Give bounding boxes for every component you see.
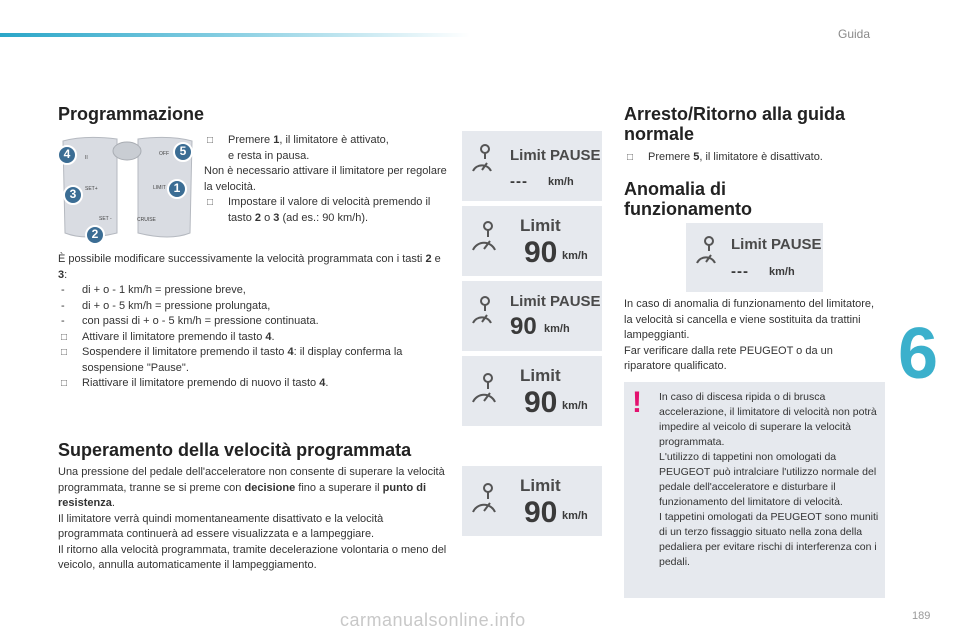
bullet-icon: □ — [61, 378, 68, 389]
bullet-icon: □ — [207, 197, 214, 208]
button-3-label: 3 — [69, 187, 77, 201]
dash-item-1: - di + o - 1 km/h = pressione breve, — [61, 284, 246, 296]
warning-text — [659, 390, 881, 570]
display-value: 90 — [524, 236, 558, 269]
bullet-icon: □ — [61, 331, 68, 343]
wheel-label-off: OFF — [159, 151, 169, 157]
anomalia-p1: In caso di anomalia di funzionamento del limitatore, la velocità si cancella e viene sostituita da trattini lampeggianti. — [624, 298, 875, 341]
display-title: Limit — [520, 366, 561, 385]
anomalia-text — [624, 297, 882, 375]
superamento-p3: Il ritorno alla velocità programmata, tramite decelerazione volontaria o meno del veicolo, annulla automaticamente il lampeggiamento. — [58, 543, 447, 571]
bullet-icon: □ — [627, 152, 634, 163]
warning-p1: In caso di discesa ripida o di brusca accelerazione, il limitatore di velocità non potrà impedire al veicolo di superare la velocità programmata. — [659, 391, 877, 448]
step-1: □ Premere 1, il limitatore è attivato, e resta in pausa. — [207, 134, 389, 162]
display-value: 90 — [524, 386, 558, 419]
wheel-label-limit: LIMIT — [153, 185, 166, 191]
watermark: carmanualsonline.info — [340, 610, 526, 630]
speedometer-icon — [471, 220, 497, 252]
bullet-suspend: □ Sospendere il limitatore premendo il tasto 4: il display conferma la sospensione "Pause". — [61, 346, 403, 374]
superamento-text — [58, 465, 448, 574]
wheel-label-cruise: CRUISE — [137, 217, 156, 223]
bullet-icon: □ — [207, 135, 214, 146]
speedometer-icon — [471, 482, 497, 514]
speedometer-icon — [471, 295, 493, 325]
anomalia-title: Anomalia di funzionamento — [624, 179, 752, 219]
warning-p3: I tappetini omologati da PEUGEOT sono muniti di un terzo fissaggio situato nella zona della pedaliera per evitare rischi di interferenza con i pedali. — [659, 511, 879, 568]
bullet-reactivate: □ Riattivare il limitatore premendo di nuovo il tasto 4. — [58, 376, 448, 392]
page-number: 189 — [912, 610, 931, 622]
chapter-number: 6 — [898, 314, 939, 394]
display-title: Limit — [520, 476, 561, 495]
anomalia-p2: Far verificare dalla rete PEUGEOT o da un riparatore qualificato. — [624, 344, 833, 372]
display-panel-1 — [462, 131, 602, 201]
display-unit: km/h — [562, 250, 588, 262]
superamento-p2: Il limitatore verrà quindi momentaneamente disattivato e la velocità programmata continuerà ad essere visualizzata e a lampeggiare. — [58, 512, 384, 540]
wheel-label-set-plus: SET+ — [85, 186, 98, 192]
modify-paragraph: È possibile modificare successivamente la velocità programmata con i tasti 2 e 3: — [58, 253, 441, 281]
arresto-step: □ Premere 5, il limitatore è disattivato. — [624, 150, 884, 166]
programmazione-title: Programmazione — [58, 104, 205, 124]
dash-item-2: - di + o - 5 km/h = pressione prolungata, — [61, 299, 271, 312]
display-unit: km/h — [562, 510, 588, 522]
warning-box — [624, 382, 885, 598]
bullet-activate: □ Attivare il limitatore premendo il tasto 4. — [58, 330, 448, 346]
superamento-title: Superamento della velocità programmata — [58, 440, 412, 460]
display-panel-4 — [462, 356, 602, 426]
steering-wheel-illustration — [55, 133, 200, 245]
step-2: □ Impostare il valore di velocità premendo il tasto 2 o 3 (ad es.: 90 km/h). — [207, 196, 431, 224]
warning-icon: ! — [632, 386, 642, 419]
display-unit: km/h — [544, 323, 570, 335]
display-title: Limit — [520, 216, 561, 235]
button-2-label: 2 — [91, 227, 99, 241]
button-5-label: 5 — [179, 144, 187, 158]
arresto-title: Arresto/Ritorno alla guida normale — [624, 104, 846, 144]
arresto-steps — [624, 150, 884, 166]
display-panel-6 — [686, 223, 823, 292]
button-1-label: 1 — [173, 181, 181, 195]
header-accent-bar — [0, 33, 470, 37]
wheel-label-set-minus: SET - — [99, 216, 112, 222]
display-value: 90 — [524, 496, 558, 529]
display-unit: km/h — [548, 176, 574, 188]
programmazione-details — [58, 252, 448, 392]
display-panel-2 — [462, 206, 602, 276]
display-value: --- — [731, 263, 749, 280]
display-title: Limit PAUSE — [731, 236, 822, 253]
superamento-p1: Una pressione del pedale dell'acceleratore non consente di superare la velocità programmata, tranne se si preme con decisione fino a superare il punto di resistenza. — [58, 466, 445, 509]
display-unit: km/h — [769, 266, 795, 278]
display-panel-3 — [462, 281, 602, 351]
display-title: Limit PAUSE — [510, 147, 601, 164]
display-panel-5 — [462, 466, 602, 536]
display-value: 90 — [510, 313, 537, 340]
display-title: Limit PAUSE — [510, 293, 601, 310]
programmazione-steps — [204, 133, 454, 226]
note: Non è necessario attivare il limitatore per regolare la velocità. — [204, 165, 447, 193]
bullet-icon: □ — [61, 347, 68, 358]
speedometer-icon — [471, 372, 497, 404]
speedometer-icon — [695, 235, 717, 265]
section-label: Guida — [838, 27, 871, 41]
warning-p2: L'utilizzo di tappetini non omologati da PEUGEOT può intralciare l'utilizzo normale del pedale dell'acceleratore e disturbare il funzionamento del limitatore di velocità. — [659, 451, 877, 508]
dash-item-3: - con passi di + o - 5 km/h = pressione continuata. — [61, 315, 319, 327]
speedometer-icon — [471, 143, 493, 173]
display-unit: km/h — [562, 400, 588, 412]
button-4-label: 4 — [63, 147, 71, 161]
wheel-label-ii: II — [85, 155, 88, 161]
display-value: --- — [510, 173, 528, 190]
